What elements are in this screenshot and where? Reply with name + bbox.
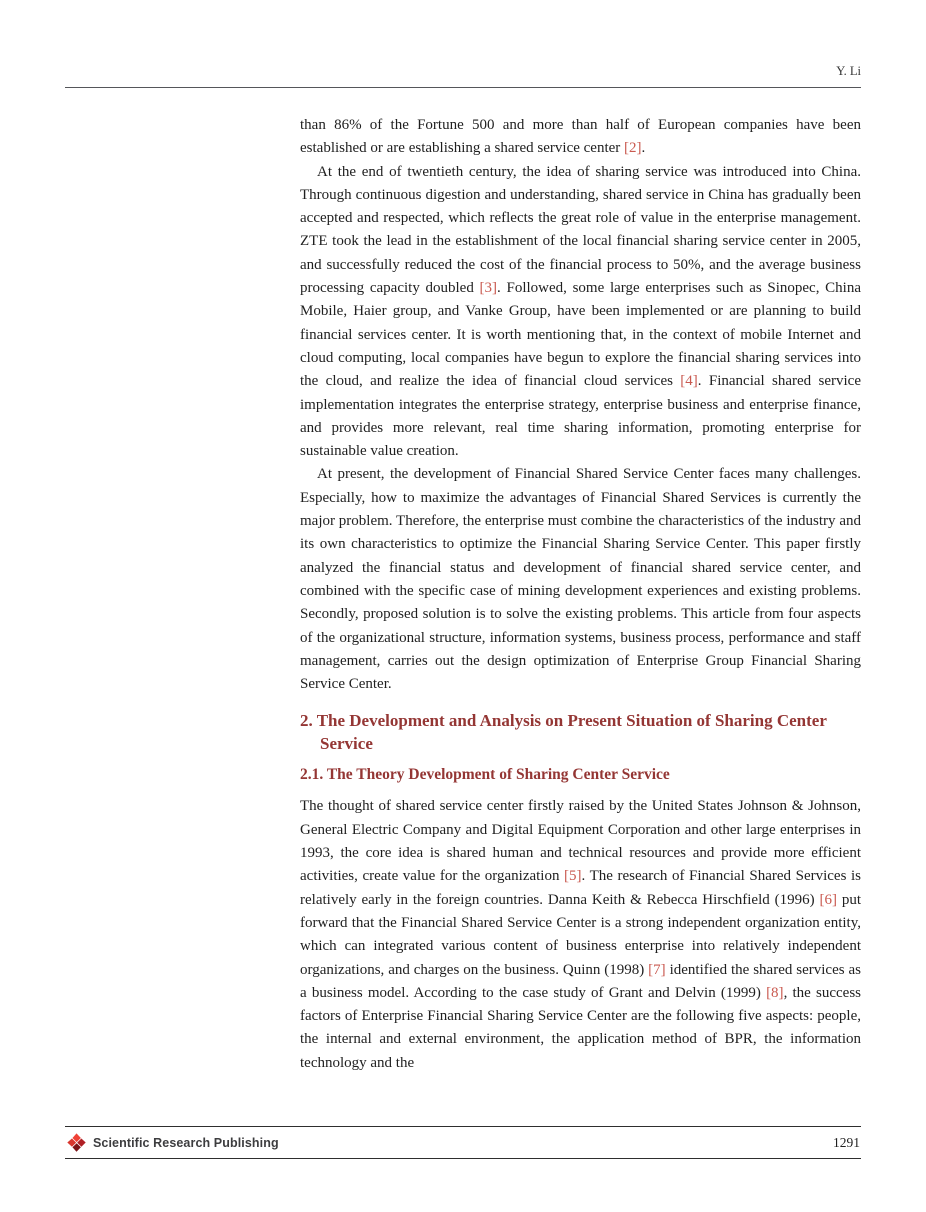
scirp-logo-icon [66,1132,87,1153]
text-run: At present, the development of Financial Shared Service Center faces many challenges. Especially, how to maximize the advantages of Financial Shared Services is currently the major problem. Therefore, the enterprise must combine the characteristics of the industry and its own characteristics to optimize the Financial Sharing Service Center. This paper firstly analyzed the financial status and development of financial shared service center, and combined with the specific case of mining development experiences and existing problems. Secondly, proposed solution is to solve the existing problems. This article from four aspects of the organizational structure, information systems, business process, performance and staff management, carries out the design optimization of Enterprise Group Financial Sharing Service Center. [300,466,861,693]
text-run: , the success factors of Enterprise Financial Sharing Service Center are the following five aspects: people, the internal and external environment, the application method of BPR, the information technology and the [300,984,861,1071]
text-run: than 86% of the Fortune 500 and more than half of European companies have been established or are establishing a shared service center [300,117,861,157]
text-run: identified the shared services as a business model. According to the case study of Grant and Delvin (1999) [300,961,861,1001]
text-run: . The research of Financial Shared Services is relatively early in the foreign countries. Danna Keith & Rebecca Hirschfield (1996) [300,868,861,908]
paragraph [300,114,861,161]
text-run: The thought of shared service center firstly raised by the United States Johnson & Johnson, General Electric Company and Digital Equipment Corporation and other large enterprises in 1993, the core idea is shared human and technical resources and provide more efficient activities, create value for the organization [300,798,861,885]
text-run: . Followed, some large enterprises such as Sinopec, China Mobile, Haier group, and Vanke Group, have been implemented or are planning to build financial services center. It is worth mentioning that, in the context of mobile Internet and cloud computing, local companies have begun to explore the financial sharing services into the cloud, and realize the idea of financial cloud services [300,280,861,390]
paragraph [300,463,861,696]
citation-link[interactable]: [6] [819,891,837,908]
page-number: 1291 [833,1134,860,1150]
running-head-author: Y. Li [836,64,861,78]
paper-content [300,114,861,1075]
page-footer [65,1126,861,1159]
publisher-logo[interactable] [66,1132,279,1153]
paragraph [300,161,861,464]
citation-link[interactable]: [3] [479,280,498,297]
citation-link[interactable]: [4] [680,373,698,390]
paragraph [300,795,861,1075]
citation-link[interactable]: [5] [564,868,582,885]
text-run: . Financial shared service implementation integrates the enterprise strategy, enterprise business and enterprise finance, and provides more relevant, real time sharing information, promoting enterprise for sustainable value creation. [300,373,861,460]
subsection-heading: 2.1. The Theory Development of Sharing Center Service [300,766,670,784]
publisher-name: Scientific Research Publishing [93,1135,279,1150]
text-run: . [641,140,646,157]
text-run: put forward that the Financial Shared Service Center is a strong independent organization entity, which can integrated various content of business enterprise into relatively independent organizations, and charges on the business. Quinn (1998) [300,891,862,978]
footer-row [65,1127,861,1158]
text-run: At the end of twentieth century, the idea of sharing service was introduced into China. Through continuous digestion and understanding, shared service in China has gradually been accepted and respected, which reflects the great role of value in the enterprise management. ZTE took the lead in the establishment of the local financial sharing service center in 2005, and successfully reduced the cost of the financial process to 50%, and the average business processing capacity doubled [300,163,861,297]
footer-bottom-rule [65,1158,861,1159]
running-head [65,64,861,79]
citation-link[interactable]: [7] [648,961,666,978]
citation-link[interactable]: [8] [766,984,784,1001]
header-rule [65,87,861,88]
section-heading: 2. The Development and Analysis on Present Situation of Sharing Center Service [300,711,827,754]
citation-link[interactable]: [2] [624,140,642,157]
